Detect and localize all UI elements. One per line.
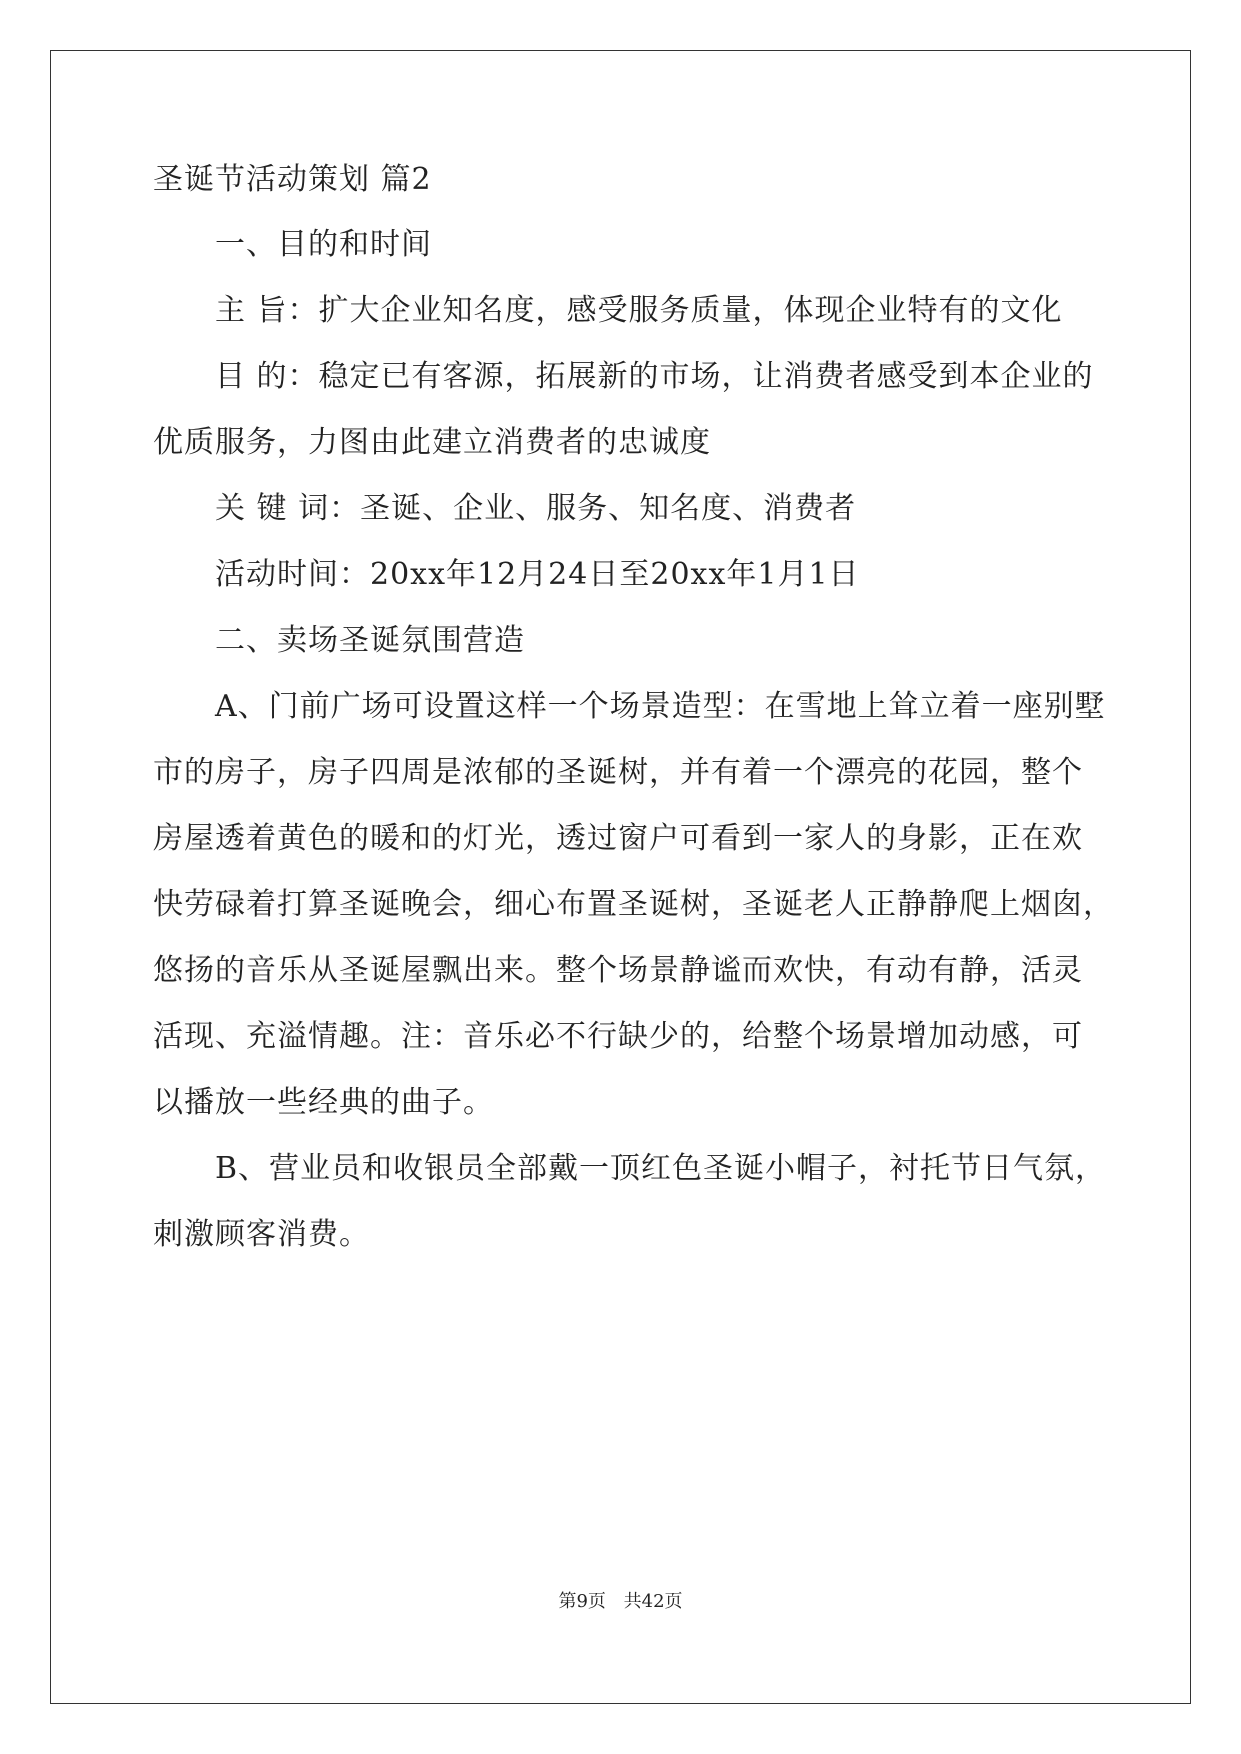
paragraph-line: A、门前广场可设置这样一个场景造型：在雪地上耸立着一座别墅 xyxy=(215,689,1106,724)
section-heading: 一、目的和时间 xyxy=(215,227,432,262)
paragraph-line: 主 旨：扩大企业知名度，感受服务质量，体现企业特有的文化 xyxy=(215,293,1063,328)
document-title: 圣诞节活动策划 篇2 xyxy=(153,162,432,197)
paragraph-line: 房屋透着黄色的暖和的灯光，透过窗户可看到一家人的身影，正在欢 xyxy=(153,821,1083,856)
paragraph-line: 快劳碌着打算圣诞晚会，细心布置圣诞树，圣诞老人正静静爬上烟囱， xyxy=(153,887,1114,922)
paragraph-line: 悠扬的音乐从圣诞屋飘出来。整个场景静谧而欢快，有动有静，活灵 xyxy=(153,953,1083,988)
paragraph-line: B、营业员和收银员全部戴一顶红色圣诞小帽子，衬托节日气氛， xyxy=(215,1151,1107,1186)
paragraph-line: 活动时间：20xx年12月24日至20xx年1月1日 xyxy=(215,557,860,592)
paragraph-line: 刺激顾客消费。 xyxy=(153,1217,370,1252)
paragraph-line: 活现、充溢情趣。注：音乐必不行缺少的，给整个场景增加动感，可 xyxy=(153,1019,1083,1054)
page-number: 第9页 xyxy=(558,1591,606,1612)
section-heading: 二、卖场圣诞氛围营造 xyxy=(215,623,525,658)
paragraph-line: 关 键 词：圣诞、企业、服务、知名度、消费者 xyxy=(215,491,857,526)
paragraph-line: 市的房子，房子四周是浓郁的圣诞树，并有着一个漂亮的花园，整个 xyxy=(153,755,1083,790)
page-footer xyxy=(0,1590,1241,1614)
paragraph-line: 优质服务，力图由此建立消费者的忠诚度 xyxy=(153,425,711,460)
page-count: 共42页 xyxy=(623,1591,683,1612)
paragraph-line: 以播放一些经典的曲子。 xyxy=(153,1085,494,1120)
paragraph-line: 目 的：稳定已有客源，拓展新的市场，让消费者感受到本企业的 xyxy=(215,359,1094,394)
